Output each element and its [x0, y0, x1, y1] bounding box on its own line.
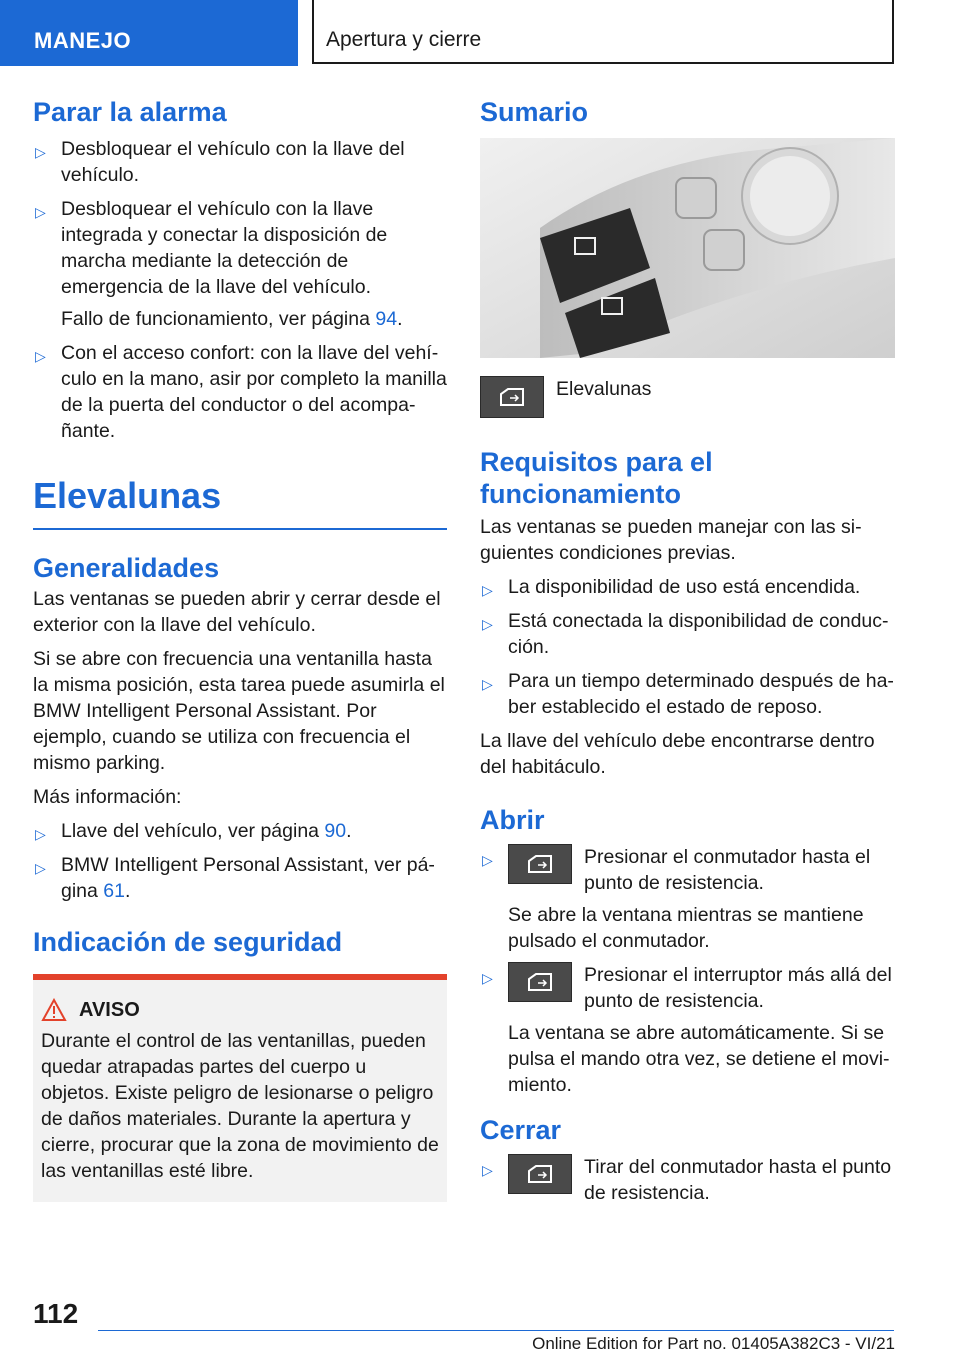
bullet-triangle-icon: ▷ — [482, 970, 493, 986]
list-item: ▷ Para un tiempo determinado después de haber establecido el estado de reposo. — [482, 670, 894, 718]
bullet-triangle-icon: ▷ — [482, 582, 493, 598]
icon-caption: Elevalunas — [556, 378, 652, 400]
requirements-note: La llave del vehículo debe encontrarse dentro del habitáculo. — [480, 730, 875, 778]
safety-heading: Indicación de seguridad — [33, 927, 343, 957]
general-paragraph-2: Si se abre con frecuencia una ventanilla hasta la misma posición, esta tarea puede asumirla el BMW Intelligent Personal Assistant. Por ejemplo, cuando se utiliza con frecuencia el mismo parking. — [33, 648, 445, 774]
list-item: ▷ Desbloquear el vehículo con la llave integrada y conectar la disposición de marcha mediante la detección de emergencia de la llave del vehículo. Fallo de funcionamiento, ver página 94. — [33, 196, 447, 332]
more-info-list — [33, 818, 447, 904]
list-item: ▷ Desbloquear el vehículo con la llave del vehículo. — [35, 138, 405, 186]
more-info-label: Más información: — [33, 786, 182, 808]
heading-divider — [33, 528, 447, 530]
list-item: ▷ Tirar del conmutador hasta el punto de resistencia. — [482, 1156, 892, 1204]
close-list — [480, 1154, 895, 1206]
open-list — [480, 844, 895, 1098]
bullet-triangle-icon: ▷ — [482, 852, 493, 868]
icon-legend-row — [480, 376, 895, 418]
warning-header — [41, 998, 439, 1022]
page-link-90[interactable]: 90 — [324, 820, 347, 842]
list-item: ▷ BMW Intelligent Personal Assistant, ver página 61. — [35, 854, 435, 902]
bullet-triangle-icon: ▷ — [482, 616, 493, 632]
header-chapter-box — [312, 0, 894, 64]
header-chapter-label: Apertura y cierre — [326, 28, 482, 51]
close-heading: Cerrar — [480, 1115, 562, 1145]
alarm-list — [33, 136, 447, 444]
footer-edition: Online Edition for Part no. 01405A382C3 - VI/21 — [532, 1334, 895, 1353]
right-column — [480, 96, 895, 1214]
bullet-triangle-icon: ▷ — [482, 1162, 493, 1178]
list-item: ▷ La disponibilidad de uso está encendida. — [480, 574, 895, 600]
window-switch-illustration — [480, 138, 895, 358]
requirements-intro: Las ventanas se pueden manejar con las siguientes condiciones previas. — [480, 516, 862, 564]
bullet-triangle-icon: ▷ — [35, 860, 46, 876]
window-switch-photo — [480, 138, 895, 358]
list-item: ▷ Con el acceso confort: con la llave del vehículo en la mano, asir por completo la manilla de la puerta del conductor o del acompañante. — [35, 342, 447, 442]
warning-text: Durante el control de las ventanillas, pueden quedar atrapadas partes del cuerpo u objetos. Existe peligro de lesionarse o peligro de daños materiales. Durante la apertura y cierre, procurar que la zona de movimiento de las ventanillas esté libre. — [41, 1030, 439, 1182]
bullet-triangle-icon: ▷ — [482, 676, 493, 692]
summary-heading: Sumario — [480, 97, 589, 127]
window-switch-icon — [508, 1154, 572, 1194]
list-item: ▷ Presionar el conmutador hasta el punto de resistencia. Se abre la ventana mientras se mantiene pulsado el conmutador. — [482, 846, 871, 952]
alarm-heading: Parar la alarma — [33, 97, 227, 127]
warning-box — [33, 974, 447, 1202]
page-link-61[interactable]: 61 — [103, 880, 125, 902]
footer-divider — [98, 1330, 894, 1331]
header-section-label: MANEJO — [34, 28, 132, 53]
list-item: ▷ Presionar el interruptor más allá del punto de resistencia. La ventana se abre automáticamente. Si se pulsa el mando otra vez, se detiene el movimiento. — [482, 964, 892, 1096]
general-paragraph-1: Las ventanas se pueden abrir y cerrar desde el exterior con la llave del vehículo. — [33, 588, 441, 636]
main-heading: Elevalunas — [33, 475, 222, 516]
requirements-list — [480, 574, 895, 720]
warning-label: AVISO — [79, 998, 140, 1021]
requirements-heading: Requisitos para el funcionamiento — [480, 447, 713, 509]
bullet-triangle-icon: ▷ — [35, 826, 46, 842]
warning-triangle-icon — [41, 998, 67, 1022]
window-switch-icon — [508, 962, 572, 1002]
page-link-94[interactable]: 94 — [375, 308, 398, 330]
left-column — [33, 96, 447, 1202]
list-item: ▷ Llave del vehículo, ver página 90. — [33, 818, 447, 844]
header-section-tab — [0, 0, 298, 66]
list-item: ▷ Está conectada la disponibilidad de conducción. — [482, 610, 889, 658]
bullet-triangle-icon: ▷ — [35, 348, 46, 364]
window-switch-icon — [508, 844, 572, 884]
malfunction-note: Fallo de funcionamiento, ver página 94. — [61, 308, 403, 330]
open-heading: Abrir — [480, 805, 545, 835]
general-heading: Generalidades — [33, 553, 220, 583]
bullet-triangle-icon: ▷ — [35, 144, 46, 160]
window-switch-icon — [480, 376, 544, 418]
bullet-triangle-icon: ▷ — [35, 204, 46, 220]
page-number: 112 — [33, 1298, 79, 1329]
